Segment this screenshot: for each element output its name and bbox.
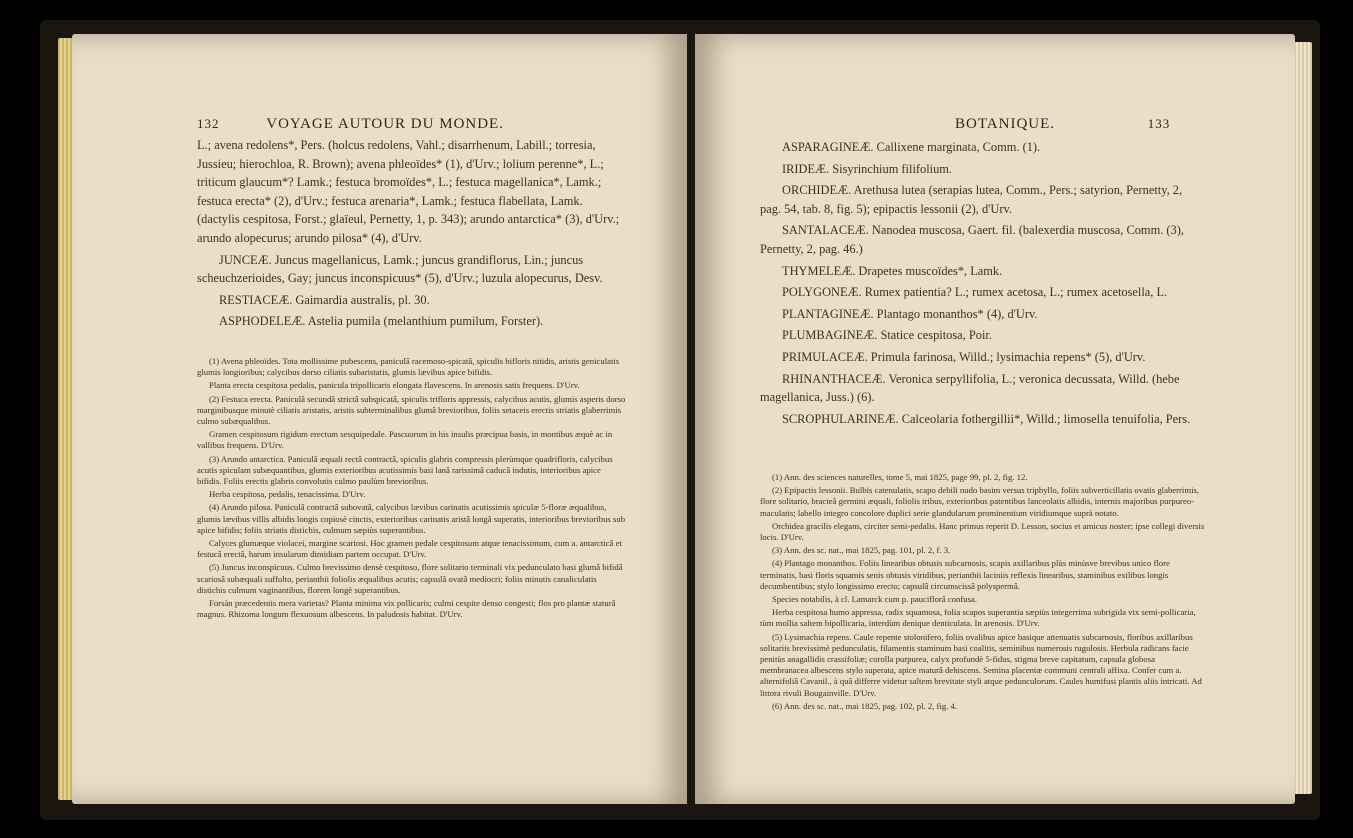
body-paragraph: RESTIACEÆ. Gaimardia australis, pl. 30. <box>219 292 430 307</box>
footnote: Orchidea gracilis elegans, circiter semi-pedalis. Hanc primus reperit D. Lesson, socius et amicus noster; ipse collegi diversis locis. D'Urv. <box>760 520 1205 543</box>
footnote: (4) Plantago monanthos. Foliis linearibus obtusis subcarnosis, scapis axillaribus plùs minùsve brevibus unico flore terminatis, basi floris squamis senis obtusis viridibus, perianthii laciniis reflexis linearibus, staminibus exilibus longis decumbentibus; stylo longissimo erecto; capsulâ circumscissâ polyspermâ. <box>760 558 1170 591</box>
left-body <box>197 136 627 334</box>
body-paragraph: ASPARAGINEÆ. Callixene marginata, Comm. (1). <box>782 140 1041 154</box>
footnote: (4) Arundo pilosa. Paniculâ contractâ subovatâ, calycibus lævibus carinatis acutissimis spiculæ 5-floræ æqualibus, glumis lævibus villis albidis longis copiosè cinctis, exterioribus carinatis aristâ longâ superatis, interioribus brevioribus sub apice bifidis; foliis striatis distichis, culmum sæpiùs superantibus. <box>197 502 626 535</box>
left-running-head: VOYAGE AUTOUR DU MONDE. <box>266 116 504 132</box>
body-paragraph: SANTALACEÆ. Nanodea muscosa, Gaert. fil. (balexerdia muscosa, Comm. (3), Pernetty, 2, pag. 46.) <box>760 223 1184 256</box>
right-footnotes <box>760 472 1205 714</box>
body-paragraph: ASPHODELEÆ. Astelia pumila (melanthium pumilum, Forster). <box>219 314 544 329</box>
footnote: Forsàn præcedentis mera varietas? Planta minima vix pollicaris; culmi cespite denso congesti; flos pro plantæ staturâ magnus. Rhizoma longum flexuosum albescens. In paludosis habitat. D'Urv. <box>197 598 616 620</box>
body-paragraph: THYMELEÆ. Drapetes muscoïdes*, Lamk. <box>782 263 1003 278</box>
footnote: (3) Ann. des sc. nat., mai 1825, pag. 101, pl. 2, f. 3. <box>772 545 951 556</box>
body-paragraph: L.; avena redolens*, Pers. (holcus redolens, Vahl.; disarrhenum, Labill.; torresia, Jussieu; hierochloa, R. Brown); avena phleoïdes* (1), d'Urv.; lolium perenne*, L.; triticum glaucum*? Lamk.; festuca bromoïdes*, L.; festuca magellanica*, Lamk.; festuca erecta* (2), d'Urv.; festuca arenaria*, Lamk.; festuca flabellata, Lamk. (dactylis cespitosa, Forst.; glaïeul, Pernetty, 1, p. 343); arundo antarctica* (3), d'Urv.; arundo alopecurus; arundo pilosa* (4), d'Urv. <box>197 138 620 245</box>
footnote: (1) Ann. des sciences naturelles, tome 5, mai 1825, page 99, pl. 2, fig. 12. <box>772 472 1028 482</box>
body-paragraph: ORCHIDEÆ. Arethusa lutea (serapias lutea, Comm., Pers.; satyrion, Pernetty, 2, pag. 54, tab. 8, fig. 5); epipactis lessonii (2), d'Urv. <box>760 183 1183 216</box>
footnote: (5) Lysimachia repens. Caule repente stolonifero, foliis ovalibus apice basique attenuatis subcarnosis, floribus axillaribus solitariis brevissimè pedunculatis, filamentis staminum basi coalitis, seminibus numerosis rugulosis. Herbula radicans facie penitùs anagallidis crassifoliæ; corolla purpurea, calyx profundè 5-fidus, stigma breve capitatum, capsula globosa membranacea albescens stylo superata, apice maturâ dehiscens. Semina placentæ communi centrali affixa. Confer cum a. alternifoliâ Cavanil., à quâ differre videtur saltem brevitate styli atque pedunculorum. Caules humifusi plantis aliis intricati. Ad littora rivuli Bougainville. D'Urv. <box>760 631 1202 698</box>
right-page-number: 133 <box>1147 116 1171 131</box>
open-book <box>40 20 1320 820</box>
right-body <box>760 138 1205 431</box>
footnote: (3) Arundo antarctica. Paniculâ æquali rectâ contractâ, spiculis glabris compressis plerùmque quadrifloris, calycibus acutis spiculam subæquantibus, glumis exterioribus acutissimis basi lanâ rarissimâ caducâ indutis, interioribus apice bifidis. Foliis erectis glabris convolutis culmo paulùm brevioribus. <box>197 453 613 487</box>
body-paragraph: SCROPHULARINEÆ. Calceolaria fothergillii*, Willd.; limosella tenuifolia, Pers. <box>782 411 1191 426</box>
body-paragraph: PLANTAGINEÆ. Plantago monanthos* (4), d'Urv. <box>782 306 1038 321</box>
right-running-head: BOTANIQUE. <box>955 116 1056 132</box>
footnote: (6) Ann. des sc. nat., mai 1825, pag. 102, pl. 2, fig. 4. <box>772 700 958 711</box>
footnote: (2) Epipactis lessonii. Bulbis catenulatis, scapo debili nudo basim versus triphyllo, foliis subverticillatis ovatis glaberrimis, flore solitario, bracteâ germini æquali, foliolis tribus, exterioribus patentibus lanceolatis albidis, internis majoribus purpureo-maculatis; labello integro concolore duplici serie glandularum prominentium viridiumque suprà notato. <box>760 485 1200 518</box>
footnote: Species notabilis, à cl. Lamarck cum p. pauciflorâ confusa. <box>772 594 978 605</box>
body-paragraph: PLUMBAGINEÆ. Statice cespitosa, Poir. <box>782 328 992 343</box>
footnote: (1) Avena phleoïdes. Tota mollissime pubescens, paniculâ racemoso-spicatâ, spiculis bifloris nitidis, aristis geniculatis glumis longioribus; calycibus dorso ciliatis subaristatis, glumis lævibus apice bifidis. <box>197 356 620 378</box>
footnote: Herba cespitosa humo appressa, radix squamosa, folia scapos superantia sæpiùs integerrima subrigida vix semi-pollicaria, tùm mollia saltem bipollicaria, interdùm denique denticulata. In arenosis. D'Urv. <box>760 607 1196 629</box>
left-header <box>197 116 617 133</box>
body-paragraph: POLYGONEÆ. Rumex patientia? L.; rumex acetosa, L.; rumex acetosella, L. <box>782 285 1168 300</box>
footnote: (2) Festuca erecta. Paniculâ secundâ strictâ subspicatâ, spiculis trifloris appressis, calycibus acutis, glumis asperis dorso marginibusque minutè ciliatis aristatis, aristis subterminalibus glumâ brevioribus, foliis setaceis erectis striatis glaberrimis culmo subæqualibus. <box>197 393 626 427</box>
left-footnotes <box>197 356 627 622</box>
body-paragraph: PRIMULACEÆ. Primula farinosa, Willd.; lysimachia repens* (5), d'Urv. <box>782 349 1146 364</box>
footnote: Planta erecta cespitosa pedalis, panicula tripollicaris elongata flavescens. In arenosis satis frequens. D'Urv. <box>209 380 580 391</box>
footnote: Herba cespitosa, pedalis, tenacissima. D'Urv. <box>209 489 366 500</box>
footnote: (5) Juncus inconspicuus. Culmo brevissimo densè cespitoso, flore solitario terminali vix pedunculato basi glumâ bifidâ scariosâ subæquali suffulto, perianthii foliolis æqualibus acutis; capsulâ ovatâ mediocri; foliis minutis canaliculatis distichis culmum vaginantibus, florem longè superantibus. <box>197 562 623 595</box>
footnote: Gramen cespitosum rigidum erectum sesquipedale. Pascuorum in his insulis præcipua basis, in montibus æquè ac in vallibus frequens. D'Urv. <box>197 429 613 451</box>
left-page-number: 132 <box>197 116 220 131</box>
body-paragraph: RHINANTHACEÆ. Veronica serpyllifolia, L.; veronica decussata, Willd. (hebe magellanica, Juss.) (6). <box>760 371 1180 405</box>
right-header <box>790 116 1210 133</box>
body-paragraph: JUNCEÆ. Juncus magellanicus, Lamk.; juncus grandiflorus, Lin.; juncus scheuchzerioides, Gay; juncus inconspicuus* (5), d'Urv.; luzula alopecurus, Desv. <box>197 252 603 286</box>
right-page <box>695 34 1295 804</box>
left-page <box>72 34 687 804</box>
footnote: Calyces glumæque violacei, margine scariosi. Hoc gramen pedale cespitosum atque tenacissimum, cum a. antarcticâ et festucâ erectâ, harum insularum dimidiam partem occupat. D'Urv. <box>197 538 622 560</box>
body-paragraph: IRIDEÆ. Sisyrinchium filifolium. <box>782 161 953 176</box>
